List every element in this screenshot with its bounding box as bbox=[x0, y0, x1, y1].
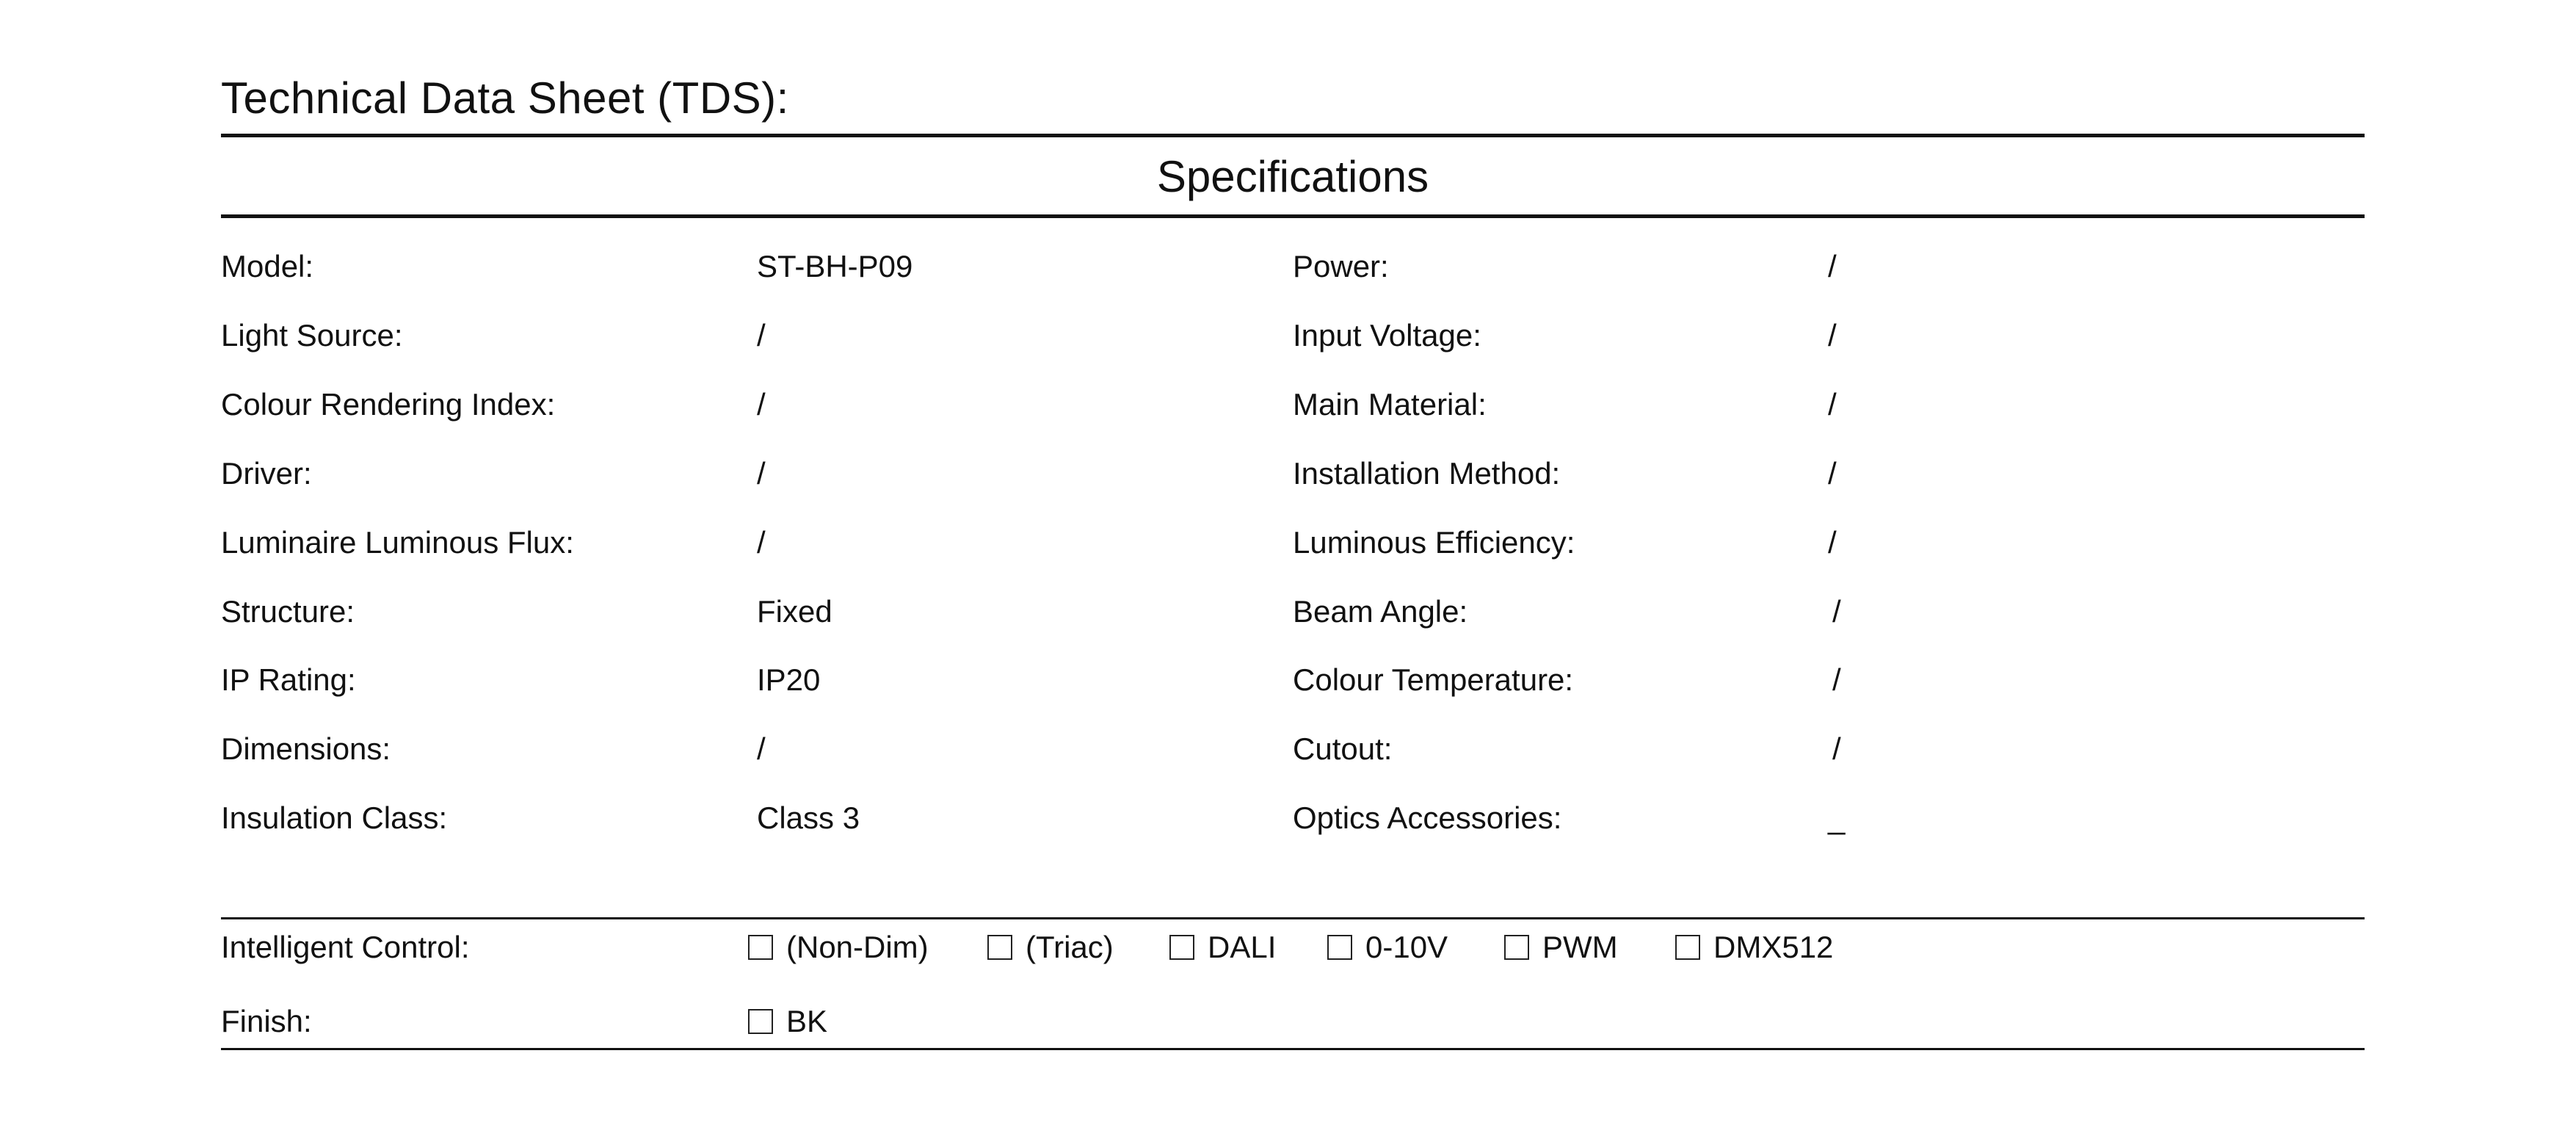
spec-label-model: Model: bbox=[221, 249, 314, 283]
spec-row bbox=[221, 513, 2365, 572]
spec-label-ip-rating: IP Rating: bbox=[221, 662, 356, 697]
checkbox-non-dim[interactable] bbox=[748, 935, 773, 960]
finish-row bbox=[221, 992, 2365, 1051]
intelligent-control-row bbox=[221, 918, 2365, 977]
heading-top-rule bbox=[221, 134, 2365, 137]
spec-label-main-material: Main Material: bbox=[1293, 387, 1487, 422]
option-pwm[interactable] bbox=[1504, 918, 1618, 977]
spec-label-beam-angle: Beam Angle: bbox=[1293, 594, 1468, 629]
spec-row bbox=[221, 720, 2365, 778]
checkbox-0-10v[interactable] bbox=[1327, 935, 1352, 960]
heading-bottom-rule bbox=[221, 214, 2365, 218]
spec-value-insulation-class: Class 3 bbox=[757, 800, 860, 835]
checkbox-triac[interactable] bbox=[987, 935, 1012, 960]
spec-value-light-source: / bbox=[757, 318, 766, 352]
option-triac[interactable] bbox=[987, 918, 1114, 977]
spec-label-power: Power: bbox=[1293, 249, 1389, 283]
spec-label-luminaire-luminous-flux: Luminaire Luminous Flux: bbox=[221, 525, 574, 560]
option-dali[interactable] bbox=[1169, 918, 1276, 977]
spec-label-cutout: Cutout: bbox=[1293, 731, 1393, 766]
spec-label-dimensions: Dimensions: bbox=[221, 731, 391, 766]
spec-row bbox=[221, 789, 2365, 847]
checkbox-dmx512[interactable] bbox=[1675, 935, 1700, 960]
spec-value-optics-accessories: _ bbox=[1828, 800, 1846, 835]
spec-value-cutout: / bbox=[1832, 731, 1841, 766]
option-non-dim[interactable] bbox=[748, 918, 929, 977]
option-0-10v[interactable] bbox=[1327, 918, 1448, 977]
spec-row bbox=[221, 375, 2365, 434]
spec-value-beam-angle: / bbox=[1832, 594, 1841, 629]
checkbox-pwm[interactable] bbox=[1504, 935, 1529, 960]
spec-label-colour-temperature: Colour Temperature: bbox=[1293, 662, 1574, 697]
option-label: 0-10V bbox=[1365, 930, 1448, 964]
spec-label-colour-rendering-index: Colour Rendering Index: bbox=[221, 387, 556, 422]
option-bk[interactable] bbox=[748, 992, 827, 1051]
option-label: PWM bbox=[1542, 930, 1618, 964]
spec-label-input-voltage: Input Voltage: bbox=[1293, 318, 1481, 352]
spec-value-main-material: / bbox=[1828, 387, 1837, 422]
option-label: BK bbox=[786, 1004, 828, 1038]
spec-value-driver: / bbox=[757, 456, 766, 491]
finish-label: Finish: bbox=[221, 1004, 312, 1038]
spec-row bbox=[221, 651, 2365, 709]
spec-value-luminous-efficiency: / bbox=[1828, 525, 1837, 560]
option-dmx512[interactable] bbox=[1675, 918, 1833, 977]
spec-value-colour-rendering-index: / bbox=[757, 387, 766, 422]
technical-data-sheet bbox=[221, 0, 2365, 1128]
spec-label-structure: Structure: bbox=[221, 594, 355, 629]
spec-value-dimensions: / bbox=[757, 731, 766, 766]
section-heading: Specifications bbox=[1156, 152, 1429, 201]
spec-row bbox=[221, 306, 2365, 365]
spec-value-structure: Fixed bbox=[757, 594, 832, 629]
option-label: (Non-Dim) bbox=[786, 930, 929, 964]
spec-value-input-voltage: / bbox=[1828, 318, 1837, 352]
option-label: (Triac) bbox=[1026, 930, 1114, 964]
spec-label-installation-method: Installation Method: bbox=[1293, 456, 1561, 491]
spec-label-luminous-efficiency: Luminous Efficiency: bbox=[1293, 525, 1575, 560]
spec-row bbox=[221, 444, 2365, 503]
spec-value-colour-temperature: / bbox=[1832, 662, 1841, 697]
options-bottom-rule bbox=[221, 1048, 2365, 1050]
spec-value-installation-method: / bbox=[1828, 456, 1837, 491]
spec-label-insulation-class: Insulation Class: bbox=[221, 800, 448, 835]
spec-value-ip-rating: IP20 bbox=[757, 662, 821, 697]
spec-value-model: ST-BH-P09 bbox=[757, 249, 913, 283]
spec-value-power: / bbox=[1828, 249, 1837, 283]
option-label: DMX512 bbox=[1713, 930, 1834, 964]
spec-value-luminaire-luminous-flux: / bbox=[757, 525, 766, 560]
checkbox-dali[interactable] bbox=[1169, 935, 1194, 960]
spec-row bbox=[221, 582, 2365, 641]
checkbox-bk[interactable] bbox=[748, 1009, 773, 1034]
spec-label-light-source: Light Source: bbox=[221, 318, 403, 352]
spec-row bbox=[221, 237, 2365, 296]
spec-label-driver: Driver: bbox=[221, 456, 312, 491]
spec-label-optics-accessories: Optics Accessories: bbox=[1293, 800, 1562, 835]
document-title: Technical Data Sheet (TDS): bbox=[221, 73, 789, 123]
intelligent-control-label: Intelligent Control: bbox=[221, 930, 470, 964]
option-label: DALI bbox=[1208, 930, 1277, 964]
